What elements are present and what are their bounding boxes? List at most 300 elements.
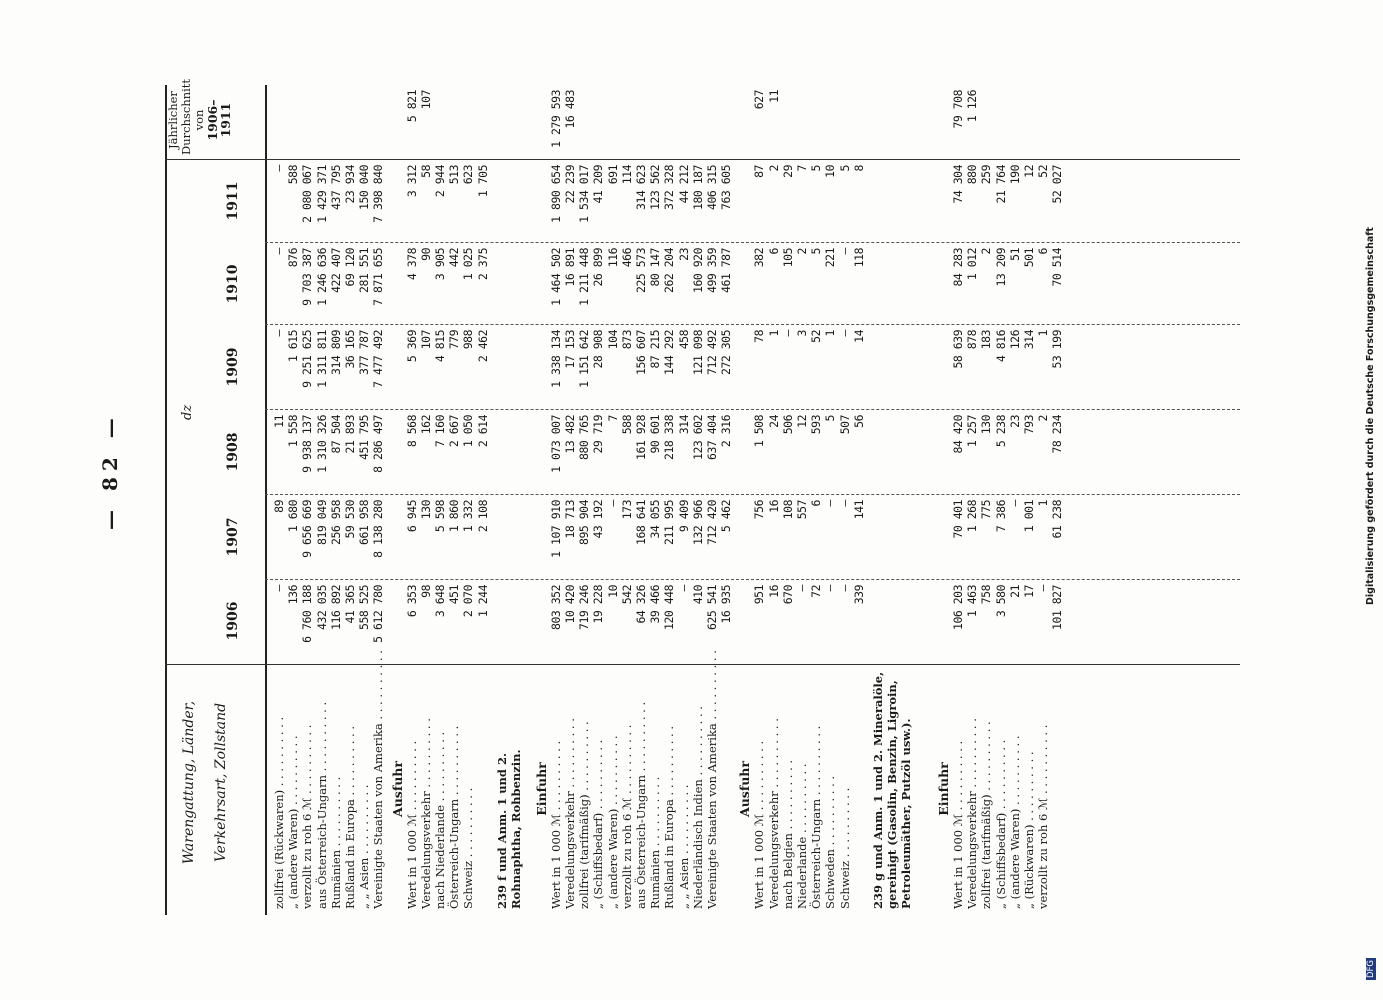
average-header-line1: Jährlicher [166, 91, 180, 149]
value-cell: 69 120 [343, 248, 357, 287]
value-cell: — [676, 585, 691, 592]
value-cell: 2 080 067 [300, 165, 315, 223]
value-cell: 121 098 [690, 330, 705, 375]
value-cell: 89 [272, 500, 286, 513]
value-cell: 1 244 [475, 585, 490, 618]
row-label: „ (Schiffsbedarf) . . . . . . . . . . [591, 739, 606, 909]
value-cell: 161 928 [634, 415, 648, 460]
value-cell: 314 623 [634, 165, 648, 210]
value-cell: 410 [690, 585, 705, 605]
average-header-line2: Durchschnitt [179, 78, 193, 155]
value-cell: 173 [619, 500, 634, 520]
value-cell: 557 [795, 500, 809, 520]
value-cell: — [272, 248, 286, 255]
value-cell: 501 [1022, 248, 1036, 268]
value-cell: 819 049 [314, 500, 329, 545]
value-cell: 108 [780, 500, 795, 520]
value-cell: 118 [851, 248, 866, 268]
value-cell: 1 151 642 [577, 330, 592, 388]
value-cell: 5 462 [719, 500, 734, 533]
column-rule [265, 409, 1240, 410]
value-cell: 21 764 [993, 165, 1008, 204]
value-cell: 1 429 371 [314, 165, 329, 223]
value-cell: 22 239 [563, 165, 577, 204]
value-cell: 458 [676, 330, 691, 350]
value-cell: 466 [619, 248, 634, 268]
value-cell: 2 375 [475, 248, 490, 281]
value-cell: 712 492 [705, 330, 719, 375]
value-cell: 16 935 [719, 585, 734, 624]
value-cell: 114 [619, 165, 634, 185]
value-cell: 262 204 [662, 248, 677, 293]
value-cell: 691 [605, 165, 620, 185]
row-label: Wert in 1 000 ℳ . . . . . . . . . . [548, 740, 563, 909]
value-cell: 2 [1036, 415, 1051, 422]
value-cell: 90 601 [648, 415, 663, 454]
value-cell: 1 [1036, 330, 1051, 337]
value-cell: 951 [752, 585, 767, 605]
row-label: „ (Rückwaren) . . . . . . . . . . [1022, 751, 1036, 909]
row-label: nach Niederlande . . . . . . . . . . [433, 731, 447, 909]
value-cell: 1 246 636 [314, 248, 329, 306]
value-cell: 558 525 [357, 585, 372, 630]
value-cell: 98 [418, 585, 433, 598]
value-cell: 16 [766, 500, 781, 513]
section-subheading: Ausfuhr [389, 761, 405, 817]
year-header: 1907 [225, 517, 241, 557]
value-cell: 377 787 [357, 330, 372, 375]
value-cell: 406 315 [705, 165, 719, 210]
row-label: Österreich-Ungarn . . . . . . . . . . [809, 725, 824, 909]
value-cell: 506 [780, 415, 795, 435]
value-cell: 2 108 [475, 500, 490, 533]
value-cell: 5 [809, 165, 824, 172]
value-cell: 87 215 [648, 330, 663, 369]
value-cell: 7 386 [993, 500, 1008, 533]
value-cell: 339 [851, 585, 866, 605]
value-cell: 588 [286, 165, 301, 185]
value-cell: 180 187 [690, 165, 705, 210]
row-label: Niederländisch Indien . . . . . . . . . . [690, 706, 705, 909]
statistics-table [165, 78, 1240, 915]
value-cell: 712 420 [705, 500, 719, 545]
value-cell: 895 904 [577, 500, 592, 545]
value-cell: 19 228 [591, 585, 606, 624]
row-label: Wert in 1 000 ℳ . . . . . . . . . . [404, 740, 419, 909]
unit-label: dz [180, 404, 195, 420]
value-cell: 17 [1022, 585, 1036, 598]
value-cell: 28 908 [591, 330, 606, 369]
value-cell: 758 [979, 585, 994, 605]
value-cell: 6 353 [404, 585, 419, 618]
value-cell: 136 [286, 585, 301, 605]
value-cell: 87 [752, 165, 767, 178]
row-label: Veredelungsverkehr . . . . . . . . . . [766, 718, 781, 909]
year-header: 1911 [225, 181, 241, 221]
average-header-range: 1906–1911 [205, 99, 233, 141]
value-cell: — [823, 585, 838, 592]
digitization-credit: Digitalisierung gefördert durch die Deutsche Forschungsgemeinschaft [1365, 227, 1376, 605]
average-cell: 79 708 [951, 90, 965, 129]
header-rule [265, 85, 267, 915]
row-label: Vereinigte Staaten von Amerika . . . . . . . . . . [705, 650, 719, 909]
value-cell: — [605, 500, 620, 507]
row-label: Wert in 1 000 ℳ . . . . . . . . . . [951, 740, 965, 909]
value-cell: 190 [1007, 165, 1022, 185]
value-cell: 23 [1007, 415, 1022, 428]
value-cell: 13 209 [993, 248, 1008, 287]
value-cell: 1 073 007 [548, 415, 563, 473]
value-cell: 2 [795, 248, 809, 255]
value-cell: 1 311 811 [314, 330, 329, 388]
value-cell: 14 [851, 330, 866, 343]
value-cell: 211 995 [662, 500, 677, 545]
value-cell: 58 639 [951, 330, 965, 369]
value-cell: 70 514 [1050, 248, 1065, 287]
average-column-rule [165, 159, 1240, 160]
value-cell: 2 462 [475, 330, 490, 363]
value-cell: 1 615 [286, 330, 301, 363]
value-cell: 4 816 [993, 330, 1008, 363]
value-cell: 43 192 [591, 500, 606, 539]
value-cell: 5 598 [433, 500, 447, 533]
row-label: „ „ Asien . . . . . . . . . . [357, 784, 372, 909]
row-label: Wert in 1 000 ℳ . . . . . . . . . . [752, 740, 767, 909]
row-label: Schweiz . . . . . . . . . . [461, 787, 476, 909]
row-label: verzollt zu roh 6 ℳ . . . . . . . . . . [300, 724, 315, 909]
value-cell: — [272, 165, 286, 172]
value-cell: 41 365 [343, 585, 357, 624]
row-label: „ (andere Waren) . . . . . . . . . . [1007, 735, 1022, 909]
goods-header-line1: Warengattung, Länder, [181, 700, 197, 865]
value-cell: 422 407 [328, 248, 343, 293]
value-cell: 7 477 492 [371, 330, 386, 388]
value-cell: 9 409 [676, 500, 691, 533]
value-cell: — [272, 330, 286, 337]
value-cell: 3 648 [433, 585, 447, 618]
value-cell: 880 [965, 165, 980, 185]
row-label: Veredelungsverkehr . . . . . . . . . . [965, 718, 980, 909]
value-cell: 5 369 [404, 330, 419, 363]
value-cell: 6 [766, 248, 781, 255]
value-cell: 6 760 188 [300, 585, 315, 643]
value-cell: 661 958 [357, 500, 372, 545]
section-subheading: Einfuhr [533, 762, 549, 816]
average-cell: 11 [766, 90, 781, 103]
value-cell: 719 246 [577, 585, 592, 630]
value-cell: 8 286 497 [371, 415, 386, 473]
value-cell: 432 035 [314, 585, 329, 630]
year-header: 1909 [225, 347, 241, 387]
value-cell: 72 [809, 585, 824, 598]
value-cell: 1 211 448 [577, 248, 592, 306]
value-cell: 593 [809, 415, 824, 435]
row-label: „ „ Asien . . . . . . . . . . [676, 784, 691, 909]
value-cell: 314 [676, 415, 691, 435]
value-cell: 130 [979, 415, 994, 435]
goods-header-line2: Verkehrsart, Zollstand [213, 702, 229, 863]
section-heading: 239 g und Anm. 1 und 2. Mineralöle, gereinigt (Gasolin, Benzin, Ligroin, Petroleumäther, Putzöl usw.). [871, 671, 913, 909]
value-cell: 12 [1022, 165, 1036, 178]
value-cell: 259 [979, 165, 994, 185]
value-cell: 9 251 625 [300, 330, 315, 388]
value-cell: 1 463 [965, 585, 980, 618]
value-cell: 70 401 [951, 500, 965, 539]
value-cell: 1 508 [752, 415, 767, 448]
value-cell: 1 012 [965, 248, 980, 281]
row-label: Rumänien . . . . . . . . . . [648, 776, 663, 909]
row-label: verzollt zu roh 6 ℳ . . . . . . . . . . [619, 724, 634, 909]
value-cell: 670 [780, 585, 795, 605]
label-column-rule [165, 664, 1240, 665]
value-cell: 116 892 [328, 585, 343, 630]
value-cell: 1 338 134 [548, 330, 563, 388]
value-cell: 9 938 137 [300, 415, 315, 473]
value-cell: 3 905 [433, 248, 447, 281]
average-cell: 5 821 [404, 90, 419, 123]
value-cell: 588 [619, 415, 634, 435]
value-cell: 52 [1036, 165, 1051, 178]
value-cell: 61 238 [1050, 500, 1065, 539]
value-cell: 5 238 [993, 415, 1008, 448]
column-rule [265, 579, 1240, 580]
value-cell: 132 966 [690, 500, 705, 545]
value-cell: 637 404 [705, 415, 719, 460]
value-cell: 80 147 [648, 248, 663, 287]
dfg-logo: DFG [1366, 959, 1376, 978]
value-cell: 130 [418, 500, 433, 520]
value-cell: 53 199 [1050, 330, 1065, 369]
value-cell: 2 070 [461, 585, 476, 618]
goods-header [173, 670, 237, 895]
value-cell: 126 [1007, 330, 1022, 350]
value-cell: 34 055 [648, 500, 663, 539]
value-cell: 218 338 [662, 415, 677, 460]
row-label: verzollt zu roh 6 ℳ . . . . . . . . . . [1036, 724, 1051, 909]
value-cell: 64 326 [634, 585, 648, 624]
value-cell: 78 234 [1050, 415, 1065, 454]
value-cell: 1 [823, 330, 838, 337]
value-cell: 123 602 [690, 415, 705, 460]
value-cell: 74 304 [951, 165, 965, 204]
value-cell: 58 [418, 165, 433, 178]
value-cell: 1 050 [461, 415, 476, 448]
row-label: zollfrei (tarifmäßig) . . . . . . . . . . [577, 721, 592, 909]
value-cell: 156 607 [634, 330, 648, 375]
value-cell: 756 [752, 500, 767, 520]
value-cell: — [837, 500, 852, 507]
value-cell: 78 [752, 330, 767, 343]
value-cell: 451 [447, 585, 462, 605]
value-cell: 314 809 [328, 330, 343, 375]
value-cell: 2 [979, 248, 994, 255]
average-header-line3: von [192, 109, 206, 131]
value-cell: 372 328 [662, 165, 677, 210]
section-heading: 239 f und Anm. 1 und 2. Rohnaphtha, Rohbenzin. [494, 749, 523, 909]
value-cell: 116 [605, 248, 620, 268]
value-cell: 87 504 [328, 415, 343, 454]
value-cell: 225 573 [634, 248, 648, 293]
value-cell: — [780, 330, 795, 337]
row-label: nach Belgien . . . . . . . . . . [780, 759, 795, 909]
value-cell: 256 958 [328, 500, 343, 545]
value-cell: 10 420 [563, 585, 577, 624]
value-cell: 183 [979, 330, 994, 350]
value-cell: 101 827 [1050, 585, 1065, 630]
value-cell: 23 934 [343, 165, 357, 204]
value-cell: 39 466 [648, 585, 663, 624]
value-cell: 1 534 017 [577, 165, 592, 223]
value-cell: 7 160 [433, 415, 447, 448]
value-cell: 8 [851, 165, 866, 172]
value-cell: 1 890 654 [548, 165, 563, 223]
row-label: Rußland in Europa . . . . . . . . . . [662, 726, 677, 909]
value-cell: 623 [461, 165, 476, 185]
row-label: Schweiz . . . . . . . . . . [837, 787, 852, 909]
value-cell: 5 [823, 415, 838, 422]
value-cell: 9 703 387 [300, 248, 315, 306]
value-cell: 314 [1022, 330, 1036, 350]
value-cell: 144 292 [662, 330, 677, 375]
value-cell: 105 [780, 248, 795, 268]
value-cell: 123 562 [648, 165, 663, 210]
row-label: „ (andere Waren) . . . . . . . . . . [605, 735, 620, 909]
year-header: 1910 [225, 264, 241, 304]
value-cell: 878 [965, 330, 980, 350]
value-cell: 52 [809, 330, 824, 343]
row-label: Veredelungsverkehr . . . . . . . . . . [563, 718, 577, 909]
value-cell: 18 713 [563, 500, 577, 539]
value-cell: 1 268 [965, 500, 980, 533]
value-cell: 4 378 [404, 248, 419, 281]
row-label: Veredelungsverkehr . . . . . . . . . . [418, 718, 433, 909]
value-cell: 1 001 [1022, 500, 1036, 533]
value-cell: 775 [979, 500, 994, 520]
value-cell: 2 [766, 165, 781, 172]
value-cell: 160 920 [690, 248, 705, 293]
value-cell: 437 795 [328, 165, 343, 210]
value-cell: 876 [286, 248, 301, 268]
value-cell: 1 558 [286, 415, 301, 448]
value-cell: 10 [823, 165, 838, 178]
section-subheading: Ausfuhr [737, 761, 753, 817]
value-cell: — [795, 585, 809, 592]
value-cell: 11 [272, 415, 286, 428]
value-cell: 21 [1007, 585, 1022, 598]
value-cell: 4 815 [433, 330, 447, 363]
value-cell: 1 332 [461, 500, 476, 533]
average-cell: 627 [752, 90, 767, 110]
value-cell: 2 316 [719, 415, 734, 448]
section-subheading: Einfuhr [936, 762, 951, 816]
value-cell: 52 027 [1050, 165, 1065, 204]
value-cell: 1 025 [461, 248, 476, 281]
value-cell: 3 580 [993, 585, 1008, 618]
row-label: Schweden . . . . . . . . . . [823, 775, 838, 909]
row-label: aus Österreich-Ungarn . . . . . . . . . . [634, 701, 648, 909]
value-cell: 162 [418, 415, 433, 435]
average-cell: 16 483 [563, 90, 577, 129]
value-cell: 1 257 [965, 415, 980, 448]
value-cell: 873 [619, 330, 634, 350]
value-cell: 120 448 [662, 585, 677, 630]
value-cell: 12 [795, 415, 809, 428]
value-cell: 779 [447, 330, 462, 350]
year-header: 1906 [225, 601, 241, 641]
value-cell: 988 [461, 330, 476, 350]
value-cell: 221 [823, 248, 838, 268]
value-cell: — [272, 585, 286, 592]
value-cell: 29 719 [591, 415, 606, 454]
value-cell: 107 [418, 330, 433, 350]
value-cell: 7 398 840 [371, 165, 386, 223]
value-cell: 1 860 [447, 500, 462, 533]
row-label: zollfrei (tarifmäßig) . . . . . . . . . . [979, 721, 994, 909]
value-cell: 1 [766, 330, 781, 337]
value-cell: 382 [752, 248, 767, 268]
value-cell: 150 040 [357, 165, 372, 210]
value-cell: 59 530 [343, 500, 357, 539]
value-cell: 461 787 [719, 248, 734, 293]
value-cell: 507 [837, 415, 852, 435]
value-cell: 2 944 [433, 165, 447, 198]
value-cell: 90 [418, 248, 433, 261]
value-cell: 6 945 [404, 500, 419, 533]
value-cell: 2 614 [475, 415, 490, 448]
value-cell: 7 [605, 415, 620, 422]
value-cell: 44 212 [676, 165, 691, 204]
value-cell: 16 [766, 585, 781, 598]
row-label: zollfrei (Rückwaren) . . . . . . . . . . [272, 716, 286, 909]
value-cell: 13 482 [563, 415, 577, 454]
year-header: 1908 [225, 432, 241, 472]
value-cell: 625 541 [705, 585, 719, 630]
average-header [166, 78, 233, 155]
row-label: aus Österreich-Ungarn . . . . . . . . . . [314, 701, 329, 909]
value-cell: 281 551 [357, 248, 372, 293]
row-label: Vereinigte Staaten von Amerika . . . . . . . . . . [371, 650, 386, 909]
value-cell: — [837, 585, 852, 592]
row-label: Rußland in Europa . . . . . . . . . . [343, 726, 357, 909]
value-cell: 29 [780, 165, 795, 178]
value-cell: 763 605 [719, 165, 734, 210]
value-cell: — [1036, 585, 1051, 592]
row-label: „ (andere Waren) . . . . . . . . . . [286, 735, 301, 909]
value-cell: 17 153 [563, 330, 577, 369]
value-cell: 36 165 [343, 330, 357, 369]
value-cell: 51 [1007, 248, 1022, 261]
row-label: „ (Schiffsbedarf) . . . . . . . . . . [993, 739, 1008, 909]
row-label: Niederlande . . . . . . . . . . [795, 763, 809, 909]
value-cell: 7 871 655 [371, 248, 386, 306]
value-cell: 41 209 [591, 165, 606, 204]
value-cell: 1 310 326 [314, 415, 329, 473]
value-cell: 106 203 [951, 585, 965, 630]
value-cell: 1 705 [475, 165, 490, 198]
value-cell: 56 [851, 415, 866, 428]
value-cell: 6 [1036, 248, 1051, 255]
table-top-rule [165, 85, 167, 915]
value-cell: — [837, 330, 852, 337]
value-cell: 442 [447, 248, 462, 268]
value-cell: 84 283 [951, 248, 965, 287]
average-cell: 1 126 [965, 90, 980, 123]
value-cell: 8 568 [404, 415, 419, 448]
value-cell: 2 667 [447, 415, 462, 448]
value-cell: 5 [809, 248, 824, 255]
value-cell: 168 641 [634, 500, 648, 545]
value-cell: 880 765 [577, 415, 592, 460]
